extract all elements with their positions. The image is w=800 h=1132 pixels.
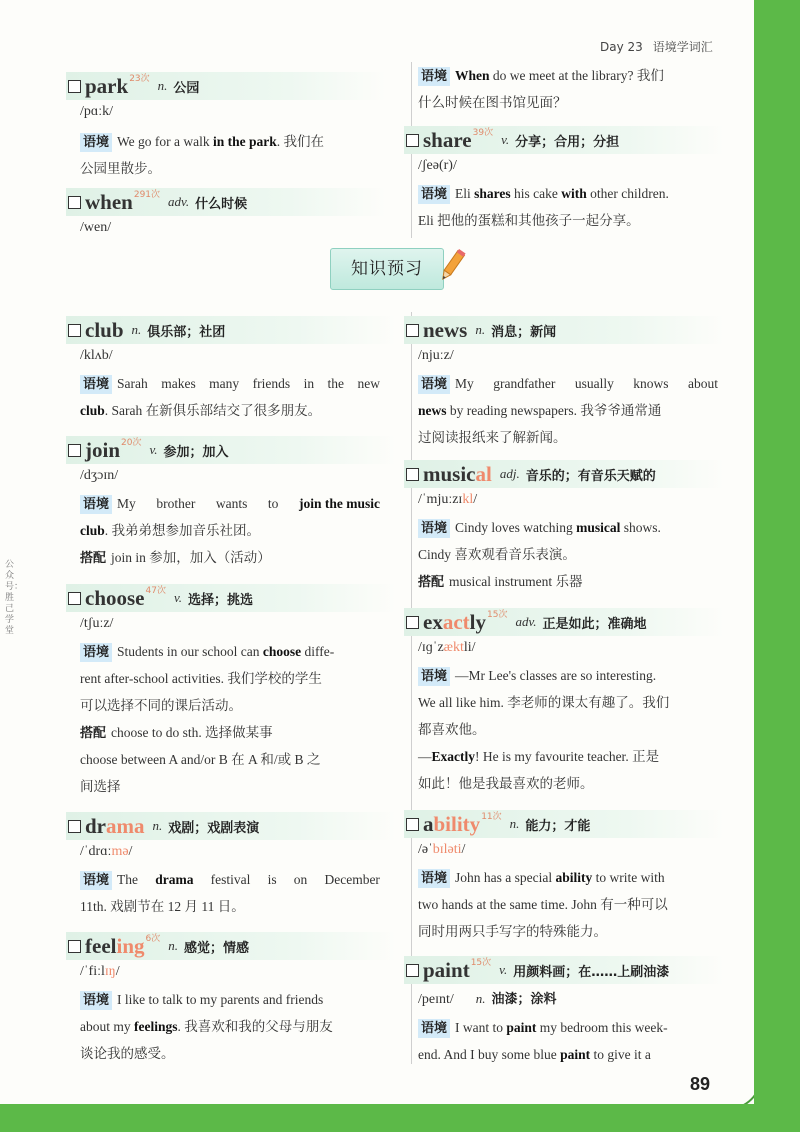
headword xyxy=(423,610,486,635)
text: My xyxy=(117,496,136,511)
text: Eli xyxy=(455,186,475,201)
collocation-tag: 搭配 xyxy=(80,726,107,741)
text: /ˈmjuːzɪ xyxy=(418,492,463,507)
text: is xyxy=(267,872,277,887)
part-of-speech: v. xyxy=(149,442,158,457)
keyword: in the park xyxy=(213,134,277,149)
entry-park xyxy=(66,72,386,182)
text: the xyxy=(327,376,345,391)
keyword: feelings xyxy=(134,1019,178,1034)
text: my bedroom this week- xyxy=(536,1020,668,1035)
text: do we meet at the library? 我们 xyxy=(489,68,664,83)
phonetic: /klʌb/ xyxy=(80,348,113,363)
keyword: paint xyxy=(560,1047,591,1062)
text: We go for a walk xyxy=(117,134,214,149)
phonetic: /tʃuːz/ xyxy=(80,616,114,631)
part-of-speech: n. xyxy=(131,322,142,337)
headword: paint xyxy=(423,957,470,982)
example-line xyxy=(80,866,380,893)
meaning: 什么时候 xyxy=(195,196,248,212)
text: festival xyxy=(210,872,251,887)
checkbox[interactable] xyxy=(406,324,419,337)
text: join in 参加，加入（活动） xyxy=(111,550,271,565)
phonetic: /wen/ xyxy=(80,220,112,235)
meaning: 正是如此；准确地 xyxy=(542,616,647,632)
headword-highlight: act xyxy=(442,609,470,634)
headword-part: ex xyxy=(423,609,443,634)
text: /peɪnt/ xyxy=(418,992,454,1007)
keyword: with xyxy=(561,186,587,201)
meaning: 选择；挑选 xyxy=(188,592,254,608)
text: his cake xyxy=(510,186,562,201)
text: Students in our school can xyxy=(117,644,263,659)
text: in xyxy=(303,376,315,391)
headword-part: ly xyxy=(469,609,486,634)
entry-head xyxy=(66,188,386,216)
collocation-tag: 搭配 xyxy=(418,575,445,590)
text: li/ xyxy=(463,640,476,655)
meaning: 公园 xyxy=(173,80,200,96)
context-tag: 语境 xyxy=(80,133,112,152)
headword-highlight: ama xyxy=(106,813,145,838)
meaning: 能力；才能 xyxy=(525,818,591,834)
headword-highlight: al xyxy=(475,461,492,486)
text: choose to do sth. 选择做某事 xyxy=(111,725,273,740)
headword xyxy=(85,814,145,839)
text: The xyxy=(117,872,139,887)
entry-head xyxy=(404,460,724,488)
header-day: Day 23 xyxy=(600,40,643,54)
example-line xyxy=(80,397,396,424)
text: friends xyxy=(252,376,291,391)
phonetic xyxy=(418,988,724,1008)
collocation-line xyxy=(80,719,396,746)
context-tag: 语境 xyxy=(418,67,450,86)
text: grandfather xyxy=(493,376,556,391)
collocation-line xyxy=(80,544,396,571)
text: to write with xyxy=(592,870,665,885)
frequency-count: 39次 xyxy=(472,127,494,138)
keyword: choose xyxy=(262,644,302,659)
example-line: 什么时候在图书馆见面？ xyxy=(418,95,567,110)
example-line: rent after-school activities. 我们学校的学生 xyxy=(80,671,322,686)
example-line xyxy=(80,517,396,544)
collocation-tag: 搭配 xyxy=(80,551,107,566)
text: . 我们在 xyxy=(276,134,325,149)
entry-head xyxy=(404,810,724,838)
meaning: 参加；加入 xyxy=(163,444,229,460)
example-line: Cindy 喜欢观看音乐表演。 xyxy=(418,547,576,562)
entry-choose xyxy=(66,584,396,800)
text: /ɪɡˈz xyxy=(418,640,444,655)
example-line xyxy=(418,62,724,89)
entry-head xyxy=(66,932,396,960)
headword: choose xyxy=(85,585,145,610)
headword-highlight: bility xyxy=(433,811,481,836)
headword-highlight: ing xyxy=(116,933,145,958)
text: shows. xyxy=(620,520,661,535)
part-of-speech: v. xyxy=(499,962,508,977)
entry-drama xyxy=(66,812,396,920)
text: end. And I buy some blue xyxy=(418,1047,561,1062)
keyword: club xyxy=(80,523,105,538)
text: knows xyxy=(633,376,669,391)
green-border-right xyxy=(754,0,800,1132)
checkbox[interactable] xyxy=(68,444,81,457)
keyword: join the music xyxy=(298,496,380,511)
context-tag: 语境 xyxy=(418,667,450,686)
text: by reading newspapers. 我爷爷通常通 xyxy=(446,403,662,418)
keyword: Exactly xyxy=(431,749,475,764)
example-line xyxy=(418,514,724,541)
checkbox[interactable] xyxy=(406,616,419,629)
header-title: 语境学词汇 xyxy=(652,40,713,54)
part-of-speech: adv. xyxy=(515,614,537,629)
entry-share xyxy=(404,126,724,234)
example-line xyxy=(418,1014,724,1041)
context-tag: 语境 xyxy=(80,643,112,662)
meaning: 音乐的；有音乐天赋的 xyxy=(525,468,656,484)
checkbox[interactable] xyxy=(68,940,81,953)
context-tag: 语境 xyxy=(418,375,450,394)
example-line: 11th. 戏剧节在 12 月 11 日。 xyxy=(80,899,245,914)
text: / xyxy=(461,842,466,857)
entry-head xyxy=(66,812,396,840)
frequency-count: 11次 xyxy=(481,811,502,822)
entry-ability xyxy=(404,810,724,945)
phonetic xyxy=(80,964,396,980)
context-tag: 语境 xyxy=(80,375,112,394)
phonetic-highlight: ækt xyxy=(443,640,464,655)
page-header xyxy=(600,38,713,55)
text: /ˈfiːl xyxy=(80,964,105,979)
meaning: 戏剧；戏剧表演 xyxy=(168,820,260,836)
meaning: 俱乐部；社团 xyxy=(147,324,226,340)
collocation-line xyxy=(418,568,724,595)
keyword: drama xyxy=(155,872,194,887)
text: John has a special xyxy=(455,870,556,885)
text: / xyxy=(115,964,120,979)
page-number: 89 xyxy=(690,1074,711,1094)
checkbox[interactable] xyxy=(406,134,419,147)
entry-head xyxy=(66,584,396,612)
keyword: ability xyxy=(555,870,593,885)
frequency-count: 20次 xyxy=(121,437,142,448)
text: to xyxy=(267,496,279,511)
text: brother xyxy=(156,496,196,511)
frequency-count: 47次 xyxy=(145,585,166,596)
text: ! He is my favourite teacher. 正是 xyxy=(475,749,660,764)
part-of-speech: adv. xyxy=(168,194,190,209)
part-of-speech: n. xyxy=(475,991,486,1006)
headword-part: music xyxy=(423,461,476,486)
text: /əˈ xyxy=(418,842,433,857)
entry-when xyxy=(66,188,386,236)
checkbox[interactable] xyxy=(406,964,419,977)
keyword: club xyxy=(80,403,105,418)
text: diffe- xyxy=(301,644,335,659)
example-line: 如此！他是我最喜欢的老师。 xyxy=(418,776,594,791)
example-line: We all like him. 李老师的课太有趣了。我们 xyxy=(418,695,670,710)
headword xyxy=(85,934,145,959)
phonetic-highlight: ɪŋ xyxy=(104,964,116,979)
example-line: 同时用两只手写字的特殊能力。 xyxy=(418,924,607,939)
example-line: 谈论我的感受。 xyxy=(80,1046,175,1061)
headword xyxy=(423,462,492,487)
part-of-speech: n. xyxy=(152,818,163,833)
entry-news xyxy=(404,316,724,451)
checkbox[interactable] xyxy=(68,196,81,209)
frequency-count: 15次 xyxy=(470,957,492,968)
keyword: news xyxy=(418,403,447,418)
phonetic: /ʃeə(r)/ xyxy=(418,158,457,173)
context-tag: 语境 xyxy=(80,871,112,890)
text: —Mr Lee's classes are so interesting. xyxy=(455,668,657,683)
headword: join xyxy=(85,437,121,462)
headword: when xyxy=(85,189,133,214)
meaning: 油漆；涂料 xyxy=(491,992,557,1007)
frequency-count: 23次 xyxy=(129,73,150,84)
entry-head xyxy=(66,316,396,344)
meaning: 消息；新闻 xyxy=(491,324,557,340)
text: on xyxy=(293,872,308,887)
example-line: 可以选择不同的课后活动。 xyxy=(80,698,242,713)
text: / xyxy=(128,844,133,859)
headword-part: a xyxy=(423,811,434,836)
entry-head xyxy=(66,72,386,100)
phonetic xyxy=(418,492,724,508)
example-line: 公园里散步。 xyxy=(80,161,161,176)
text: about xyxy=(687,376,718,391)
entry-exactly xyxy=(404,608,724,797)
text: new xyxy=(357,376,380,391)
text: wants xyxy=(215,496,248,511)
checkbox[interactable] xyxy=(68,324,81,337)
text: I like to talk to my parents and friends xyxy=(117,992,324,1007)
example-line: 过阅读报纸来了解新闻。 xyxy=(418,430,567,445)
example-line xyxy=(80,370,380,397)
text: to give it a xyxy=(590,1047,651,1062)
part-of-speech: adj. xyxy=(499,466,520,481)
text: about my xyxy=(80,1019,134,1034)
example-line: 都喜欢他。 xyxy=(418,722,486,737)
phonetic: /dʒɔɪn/ xyxy=(80,468,119,483)
collocation-line: choose between A and/or B 在 A 和/或 B 之 xyxy=(80,752,321,767)
text: . 我弟弟想参加音乐社团。 xyxy=(104,523,261,538)
headword xyxy=(423,812,480,837)
phonetic xyxy=(418,640,724,656)
text: I want to xyxy=(455,1020,507,1035)
context-tag: 语境 xyxy=(418,1019,450,1038)
entry-when-context xyxy=(404,62,724,116)
keyword: When xyxy=(455,68,490,83)
example-line: two hands at the same time. John 有一种可以 xyxy=(418,897,668,912)
headword: park xyxy=(85,73,129,98)
headword: club xyxy=(85,317,124,342)
example-line: Eli 把他的蛋糕和其他孩子一起分享。 xyxy=(418,213,640,228)
part-of-speech: v. xyxy=(173,590,183,605)
text: . Sarah 在新俱乐部结交了很多朋友。 xyxy=(104,403,322,418)
side-watermark: 公众号：胜己学堂 xyxy=(5,560,24,636)
keyword: shares xyxy=(474,186,511,201)
text: Sarah xyxy=(117,376,148,391)
example-line xyxy=(80,1013,396,1040)
checkbox[interactable] xyxy=(68,820,81,833)
example-line xyxy=(80,490,380,517)
keyword: musical xyxy=(576,520,621,535)
entry-head xyxy=(404,316,724,344)
text: musical instrument 乐器 xyxy=(449,574,583,589)
context-tag: 语境 xyxy=(80,495,112,514)
example-line xyxy=(418,180,724,207)
entry-head xyxy=(404,956,724,984)
phonetic-highlight: bɪləti xyxy=(432,842,462,857)
part-of-speech: n. xyxy=(157,78,168,93)
context-tag: 语境 xyxy=(80,991,112,1010)
example-line xyxy=(418,370,718,397)
meaning: 分享；合用；分担 xyxy=(515,134,620,150)
example-line xyxy=(80,986,396,1013)
frequency-count: 15次 xyxy=(487,609,508,620)
text: . 我喜欢和我的父母与朋友 xyxy=(177,1019,333,1034)
part-of-speech: v. xyxy=(501,132,510,147)
checkbox[interactable] xyxy=(68,592,81,605)
phonetic-highlight: kl xyxy=(462,492,474,507)
green-border-bottom xyxy=(0,1104,800,1132)
text: / xyxy=(473,492,478,507)
checkbox[interactable] xyxy=(406,468,419,481)
phonetic xyxy=(418,842,724,858)
pencil-icon xyxy=(438,246,466,286)
text: other children. xyxy=(586,186,669,201)
example-line xyxy=(418,397,724,424)
phonetic: /njuːz/ xyxy=(418,348,454,363)
text: December xyxy=(324,872,380,887)
example-line xyxy=(80,638,396,665)
frequency-count: 291次 xyxy=(133,189,161,200)
entry-head xyxy=(404,608,724,636)
headword: share xyxy=(423,127,472,152)
entry-join xyxy=(66,436,396,571)
example-line xyxy=(418,864,724,891)
entry-club xyxy=(66,316,396,424)
collocation-line: 间选择 xyxy=(80,779,121,794)
example-line xyxy=(418,743,724,770)
text: usually xyxy=(574,376,614,391)
example-line xyxy=(418,662,724,689)
checkbox[interactable] xyxy=(406,818,419,831)
part-of-speech: n. xyxy=(475,322,486,337)
phonetic-highlight: mə xyxy=(111,844,129,859)
text: Cindy loves watching xyxy=(455,520,577,535)
entry-head xyxy=(66,436,396,464)
text: /ˈdrɑː xyxy=(80,844,112,859)
phonetic xyxy=(80,844,396,860)
context-tag: 语境 xyxy=(418,869,450,888)
headword: news xyxy=(423,317,468,342)
entry-paint xyxy=(404,956,724,1068)
headword-part: dr xyxy=(85,813,106,838)
text: My xyxy=(455,376,474,391)
entry-musical xyxy=(404,460,724,595)
checkbox[interactable] xyxy=(68,80,81,93)
context-tag: 语境 xyxy=(418,519,450,538)
text: many xyxy=(209,376,240,391)
part-of-speech: n. xyxy=(509,816,520,831)
frequency-count: 6次 xyxy=(145,933,161,944)
headword-part: feel xyxy=(85,933,117,958)
keyword: paint xyxy=(506,1020,537,1035)
meaning: 感觉；情感 xyxy=(183,940,249,956)
text: makes xyxy=(161,376,196,391)
entry-feeling xyxy=(66,932,396,1067)
phonetic: /pɑːk/ xyxy=(80,104,113,119)
part-of-speech: n. xyxy=(168,938,178,953)
text: — xyxy=(418,749,432,764)
section-title: 知识预习 xyxy=(330,248,444,290)
context-tag: 语境 xyxy=(418,185,450,204)
meaning: 用颜料画；在……上刷油漆 xyxy=(513,964,670,980)
entry-head xyxy=(404,126,724,154)
example-line xyxy=(80,128,386,155)
example-line xyxy=(418,1041,724,1068)
